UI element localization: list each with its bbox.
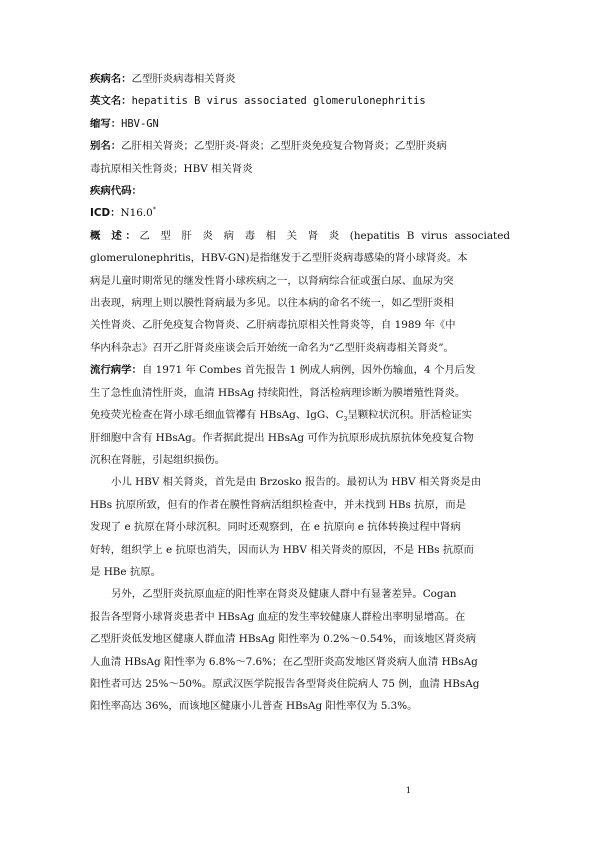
english-name: hepatitis B virus associated glomerulonephritis <box>131 95 426 108</box>
epidemiology-line-3-post: 呈颗粒状沉积。肝活检证实 <box>347 409 473 422</box>
overview-line-5: 关性肾炎、乙肝免疫复合物肾炎、乙肝病毒抗原相关性肾炎等，自 1989 年《中 <box>90 319 456 332</box>
epidemiology-line-5: 沉积在肾脏，引起组织损伤。 <box>90 453 226 466</box>
paragraph-3-line-2: 报告各型肾小球肾炎患者中 HBsAg 血症的发生率较健康人群检出率明显增高。在 <box>90 610 466 623</box>
paragraph-2-line-3: 发现了 e 抗原在肾小球沉积。同时还观察到，在 e 抗原向 e 抗体转换过程中肾病 <box>90 521 461 534</box>
overview-line-6: 华内科杂志》召开乙肝肾炎座谈会后开始统一命名为“乙型肝炎病毒相关肾炎”。 <box>90 341 454 354</box>
icd-row <box>90 202 510 224</box>
abbreviation-label: 缩写： <box>90 117 122 130</box>
icd-value: N16.0 <box>120 207 153 220</box>
epidemiology-line-1 <box>90 359 510 381</box>
paragraph-3-line-4: 人血清 HBsAg 阳性率为 6.8%～7.6%；在乙型肝炎高发地区肾炎病人血清 HBsAg <box>90 655 478 668</box>
epidemiology-line-4: 肝细胞中含有 HBsAg。作者据此提出 HBsAg 可作为抗原形成抗原抗体免疫复合物 <box>90 431 474 444</box>
epidemiology-label: 流行病学： <box>90 364 142 377</box>
alias-row <box>90 135 510 157</box>
paragraph-2-line-5: 是 HBe 抗原。 <box>90 565 162 578</box>
epidemiology-line-3-pre: 免疫荧光检查在肾小球毛细血管襻有 HBsAg、IgG、C <box>90 409 344 422</box>
document-body <box>90 68 510 718</box>
disease-name: 乙型肝炎病毒相关肾炎 <box>131 73 236 85</box>
overview-line-3: 病是儿童时期常见的继发性肾小球疾病之一，以肾病综合征或蛋白尿、血尿为突 <box>90 274 454 287</box>
complement-subscript: 3 <box>343 416 348 424</box>
abbreviation: HBV-GN <box>121 117 159 130</box>
paragraph-3-line-5: 阳性者可达 25%～50%。原武汉医学院报告各型肾炎住院病人 75 例，血清 HBsAg <box>90 677 480 690</box>
alias-line-1: 乙肝相关肾炎；乙型肝炎-肾炎；乙型肝炎免疫复合物肾炎；乙型肝炎病 <box>121 140 447 153</box>
page-number: 1 <box>405 786 412 796</box>
overview-label: 概 述： <box>90 229 140 242</box>
alias-label: 别名： <box>90 140 122 153</box>
disease-name-row <box>90 68 510 90</box>
disease-name-label: 疾病名： <box>90 73 132 85</box>
overview-line-1 <box>90 225 510 247</box>
english-name-row <box>90 90 510 112</box>
paragraph-3-line-3: 乙型肝炎低发地区健康人群血清 HBsAg 阳性率为 0.2%～0.54%，而该地区肾炎病 <box>90 633 477 646</box>
paragraph-2-line-4: 好转，组织学上 e 抗原也消失，因而认为 HBV 相关肾炎的原因，不是 HBs 抗原而 <box>90 543 474 556</box>
epidemiology-text-1: 自 1971 年 Combes 首先报告 1 例成人病例，因外伤输血，4 个月后发 <box>141 364 476 377</box>
icd-superscript: * <box>152 206 156 214</box>
paragraph-2-line-1: 小儿 HBV 相关肾炎，首先是由 Brzosko 报告的。最初认为 HBV 相关肾炎是由 <box>111 476 482 489</box>
overview-line-2: glomerulonephritis，HBV-GN)是指继发于乙型肝炎病毒感染的肾小球肾炎。本 <box>90 252 468 265</box>
overview-text-1: 乙 型 肝 炎 病 毒 相 关 肾 炎 (hepatitis B virus associated <box>139 229 510 242</box>
paragraph-2-line-2: HBs 抗原所致，但有的作者在膜性肾病活组织检查中，并未找到 HBs 抗原，而是 <box>90 498 467 511</box>
overview-line-4: 出表现，病理上则以膜性肾病最为多见。以往本病的命名不统一，如乙型肝炎相 <box>90 297 454 310</box>
paragraph-3-line-6: 阳性率高达 36%，而该地区健康小儿普查 HBsAg 阳性率仅为 5.3%。 <box>90 700 418 713</box>
alias-line-2: 毒抗原相关性肾炎；HBV 相关肾炎 <box>90 162 253 175</box>
icd-label: ICD： <box>90 207 121 220</box>
epidemiology-line-2: 生了急性血清性肝炎，血清 HBsAg 持续阳性，肾活检病理诊断为膜增殖性肾炎。 <box>90 386 466 399</box>
abbreviation-row <box>90 113 510 135</box>
disease-code-row <box>90 180 510 202</box>
english-name-label: 英文名： <box>90 95 132 108</box>
paragraph-3-line-1: 另外，乙型肝炎抗原血症的阳性率在肾炎及健康人群中有显著差异。Cogan <box>111 588 457 601</box>
disease-code-label: 疾病代码： <box>90 185 142 198</box>
epidemiology-line-3 <box>90 404 510 426</box>
